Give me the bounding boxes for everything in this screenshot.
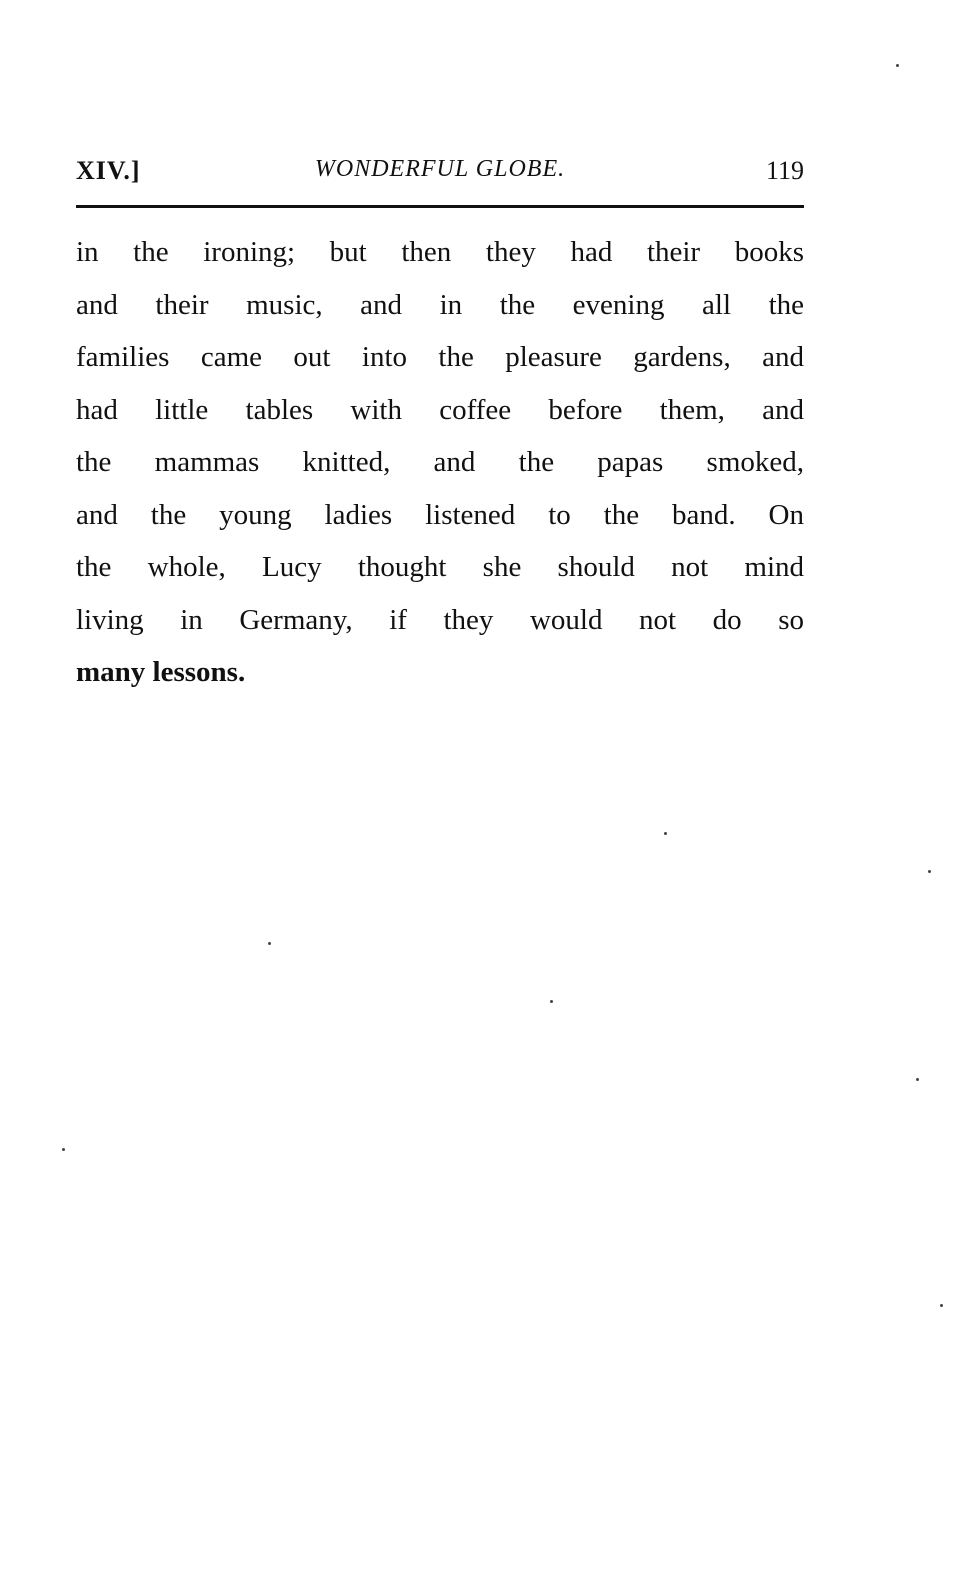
text-line: had little tables with coffee before them, and xyxy=(76,393,804,426)
running-title: WONDERFUL GLOBE. xyxy=(314,156,566,182)
text-line: the whole, Lucy thought she should not mind xyxy=(76,551,804,583)
scan-speck xyxy=(940,1304,943,1307)
text-line: the mammas knitted, and the papas smoked, xyxy=(76,446,804,478)
scan-speck xyxy=(928,870,931,873)
scan-speck xyxy=(896,64,899,67)
page-number: 119 xyxy=(765,156,804,185)
text-line: families came out into the pleasure gardens, and xyxy=(76,341,804,373)
text-line: and the young ladies listened to the band. On xyxy=(76,498,804,531)
text-line: living in Germany, if they would not do so xyxy=(76,603,804,636)
running-head xyxy=(76,156,804,192)
scan-speck xyxy=(550,1000,553,1003)
chapter-number: XIV.] xyxy=(76,156,141,185)
header-rule xyxy=(76,205,804,208)
text-line: and their music, and in the evening all the xyxy=(76,288,804,321)
text-line: in the ironing; but then they had their books xyxy=(76,236,804,268)
body-paragraph xyxy=(76,226,804,699)
scan-speck xyxy=(268,942,271,945)
scan-speck xyxy=(62,1148,65,1151)
scan-speck xyxy=(916,1078,919,1081)
text-line-last: many lessons. xyxy=(76,656,246,688)
scan-speck xyxy=(664,832,667,835)
